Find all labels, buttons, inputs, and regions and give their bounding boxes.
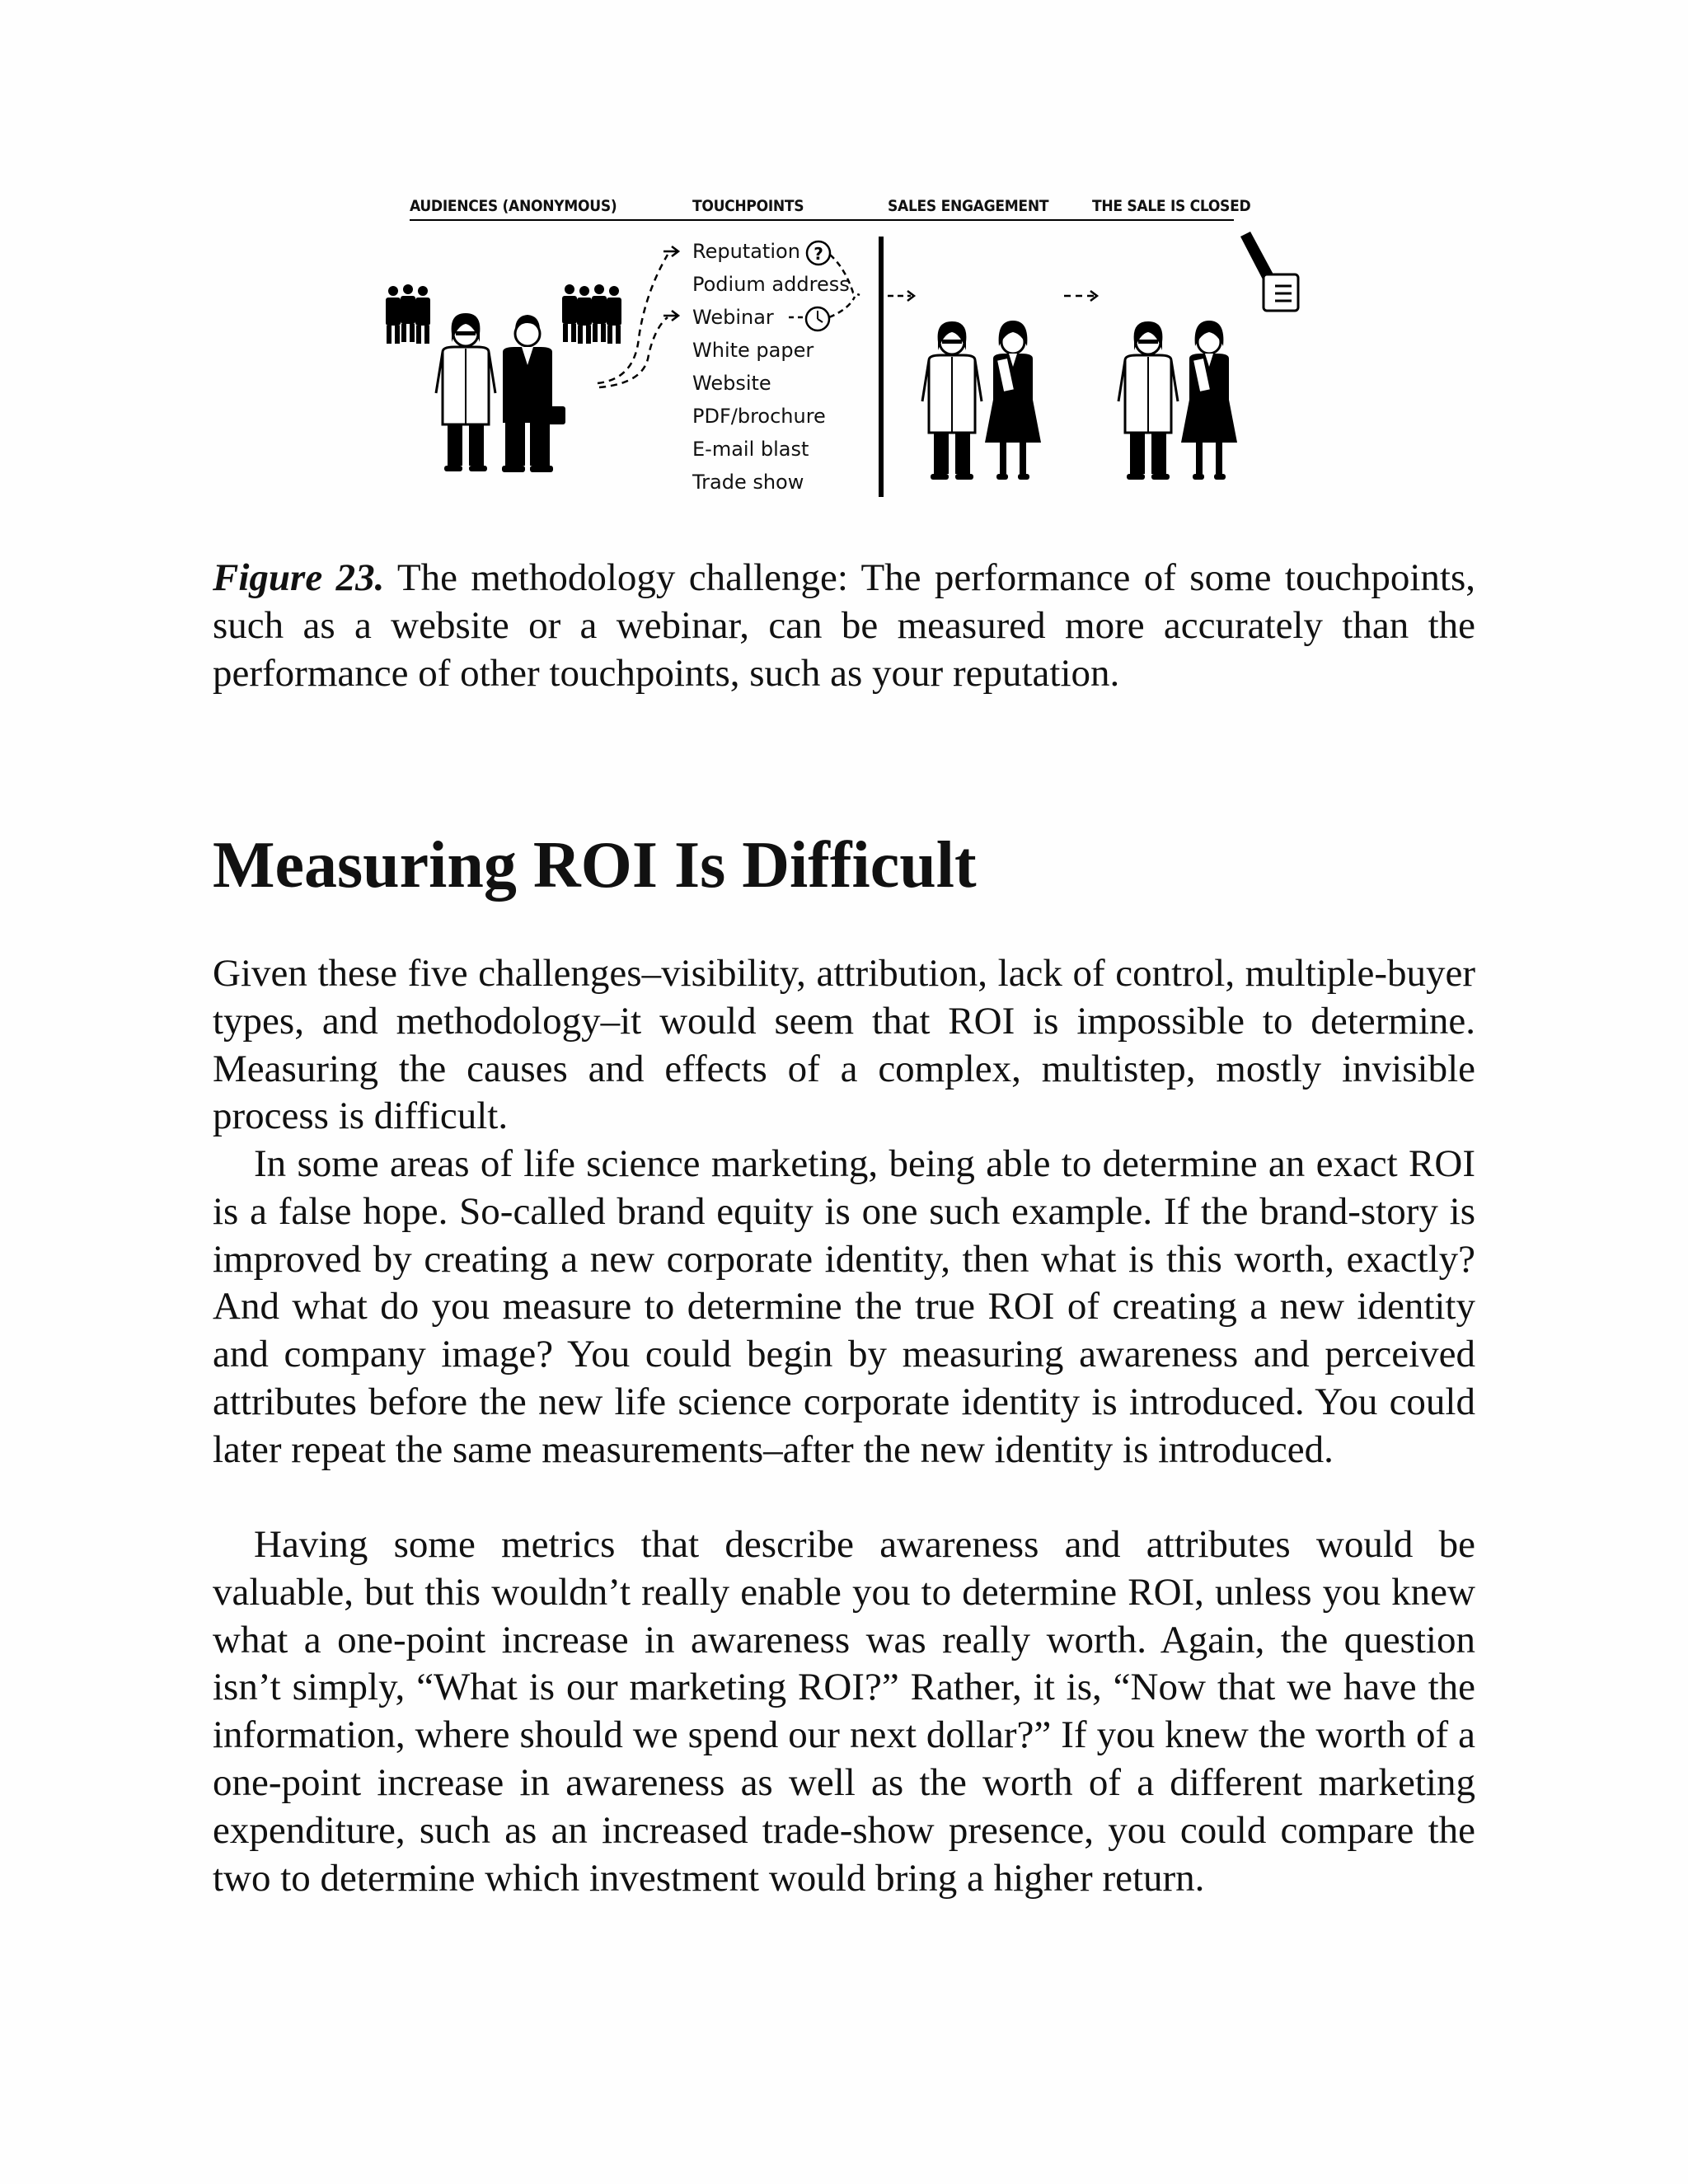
column-header-sale-closed: THE SALE IS CLOSED <box>1092 197 1251 215</box>
touchpoint-item: PDF/brochure <box>692 405 826 428</box>
touchpoint-item: Website <box>692 372 771 395</box>
figure-caption <box>213 555 1475 697</box>
touchpoint-item: E-mail blast <box>692 438 809 461</box>
body-paragraph: Given these five challenges–visibility, attribution, lack of control, multiple-buyer types, and methodology–it would seem that ROI is impossible to determine. Measuring the causes and effects of a complex, multistep, mostly invisible process is difficult. <box>213 952 1475 1138</box>
contract-icon <box>1264 274 1298 311</box>
column-header-touchpoints: TOUCHPOINTS <box>692 197 804 215</box>
sale-closed-figures <box>1118 321 1237 480</box>
question-mark-icon <box>807 241 830 265</box>
touchpoint-item: White paper <box>692 339 814 362</box>
touchpoint-item: Reputation <box>692 240 800 263</box>
body-paragraph: Having some metrics that describe awareness and attributes would be valuable, but this wouldn’t really enable you to determine ROI, unless you knew what a one-point increase in awareness was really worth. Again, the question isn’t simply, “What is our marketing ROI?” Rather, it is, “Now that we have the information, where should we spend our next dollar?” If you knew the worth of a one-point increase in awareness as well as the worth of a different marketing expenditure, such as an increased trade-show presence, you could compare the two to determine which investment would bring a higher return. <box>213 1523 1475 1900</box>
section-heading: Measuring ROI Is Difficult <box>213 829 977 902</box>
caption-label: Figure 23. <box>213 556 385 599</box>
audience-group <box>386 284 621 472</box>
methodology-figure <box>383 185 1306 503</box>
clock-icon <box>806 307 829 330</box>
figure-illustration <box>383 185 1306 503</box>
svg-text:?: ? <box>814 244 823 264</box>
touchpoint-item: Podium address <box>692 273 850 296</box>
touchpoint-item: Webinar <box>692 306 774 329</box>
column-header-audiences: AUDIENCES (ANONYMOUS) <box>410 197 617 215</box>
body-paragraph: In some areas of life science marketing, being able to determine an exact ROI is a false hope. So-called brand equity is one such example. If the brand-story is improved by creating a new corporate identity, then what is this worth, exactly? And what do you measure to determine the true ROI of creating a new identity and company image? You could begin by measuring awareness and perceived attributes before the new life science corporate identity is introduced. You could later repeat the same measurements–after the new identity is introduced. <box>213 1142 1475 1471</box>
touchpoint-item: Trade show <box>692 471 804 494</box>
sales-engagement-figures <box>922 321 1041 480</box>
column-header-sales-engagement: SALES ENGAGEMENT <box>888 197 1049 215</box>
caption-text: The methodology challenge: The performance of some touchpoints, such as a website or a webinar, can be measured more accurately than the performance of other touchpoints, such as your reputation. <box>213 556 1475 695</box>
